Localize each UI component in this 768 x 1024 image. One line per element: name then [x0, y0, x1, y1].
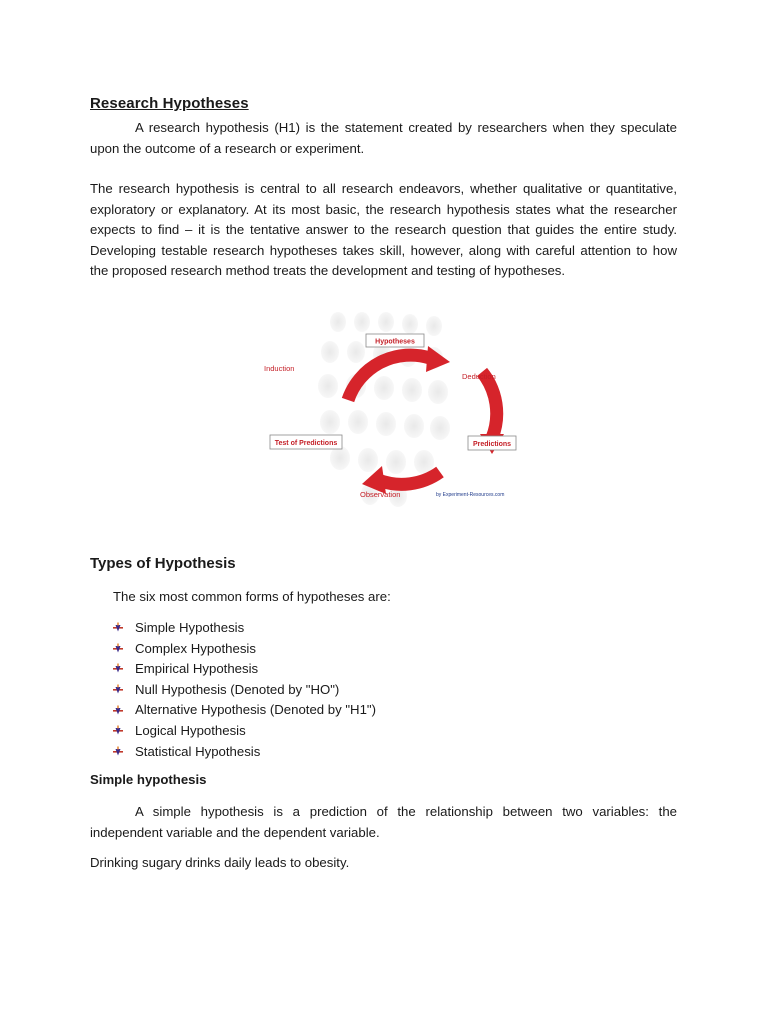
hypothesis-cycle-figure [264, 312, 530, 514]
section-title-types-of-hypothesis: Types of Hypothesis [90, 555, 236, 572]
figure-credit: by Experiment-Resources.com [436, 492, 505, 498]
list-item [112, 680, 376, 701]
label-box-test-of-predictions [270, 435, 342, 449]
list-item-label: Null Hypothesis (Denoted by "HO") [135, 681, 340, 697]
paragraph-h1-definition: A research hypothesis (H1) is the statement created by researchers when they speculate upon the outcome of a research or experiment. [90, 120, 677, 156]
label-box-predictions [468, 436, 516, 450]
label-predictions: Predictions [472, 441, 512, 448]
arrow-down-bullet-icon [112, 746, 124, 758]
list-item-label: Statistical Hypothesis [135, 743, 261, 759]
arrow-deduction [482, 372, 497, 438]
label-induction: Induction [264, 364, 295, 373]
list-item [112, 721, 376, 742]
list-item [112, 742, 376, 763]
list-item [112, 618, 376, 639]
label-box-hypotheses [366, 334, 424, 347]
list-item-label: Logical Hypothesis [135, 722, 246, 738]
list-item-label: Alternative Hypothesis (Denoted by "H1") [135, 702, 376, 718]
list-item-label: Simple Hypothesis [135, 620, 245, 635]
list-item-label: Empirical Hypothesis [135, 661, 259, 677]
hypothesis-types-list [112, 618, 376, 762]
section-title-research-hypotheses: Research Hypotheses [90, 95, 249, 112]
label-test-of-predictions: Test of Predictions [274, 440, 338, 447]
list-item [112, 700, 376, 721]
paragraph-research-hypothesis: The research hypothesis is central to all research endeavors, whether qualitative or quantitative, exploratory or explanatory. At its most basic, the research hypothesis states what the researcher expects to find – it is the tentative answer to the research question that guides the entire study. Developing testable research hypotheses takes skill, however, along with careful attention to how the proposed research method treats the development and testing of hypotheses. [90, 181, 677, 279]
arrow-down-bullet-icon [112, 622, 124, 634]
arrow-observation [378, 472, 440, 484]
arrow-down-bullet-icon [112, 684, 124, 696]
types-intro: The six most common forms of hypotheses are: [113, 589, 391, 604]
paragraph-example: Drinking sugary drinks daily leads to obesity. [90, 855, 350, 870]
list-item [112, 659, 376, 680]
cycle-diagram [264, 312, 530, 514]
label-hypotheses: Hypotheses [375, 338, 415, 346]
arrow-down-bullet-icon [112, 663, 124, 675]
list-item [112, 639, 376, 660]
label-deduction: Deduction [462, 372, 496, 381]
arrow-down-bullet-icon [112, 643, 124, 655]
label-observation: Observation [360, 490, 401, 499]
arrow-down-bullet-icon [112, 725, 124, 737]
arrow-down-bullet-icon [112, 705, 124, 717]
paragraph-simple-hypothesis: A simple hypothesis is a prediction of the relationship between two variables: the independent variable and the dependent variable. [90, 804, 677, 840]
section-title-simple-hypothesis: Simple hypothesis [90, 772, 207, 787]
list-item-label: Complex Hypothesis [135, 640, 256, 656]
